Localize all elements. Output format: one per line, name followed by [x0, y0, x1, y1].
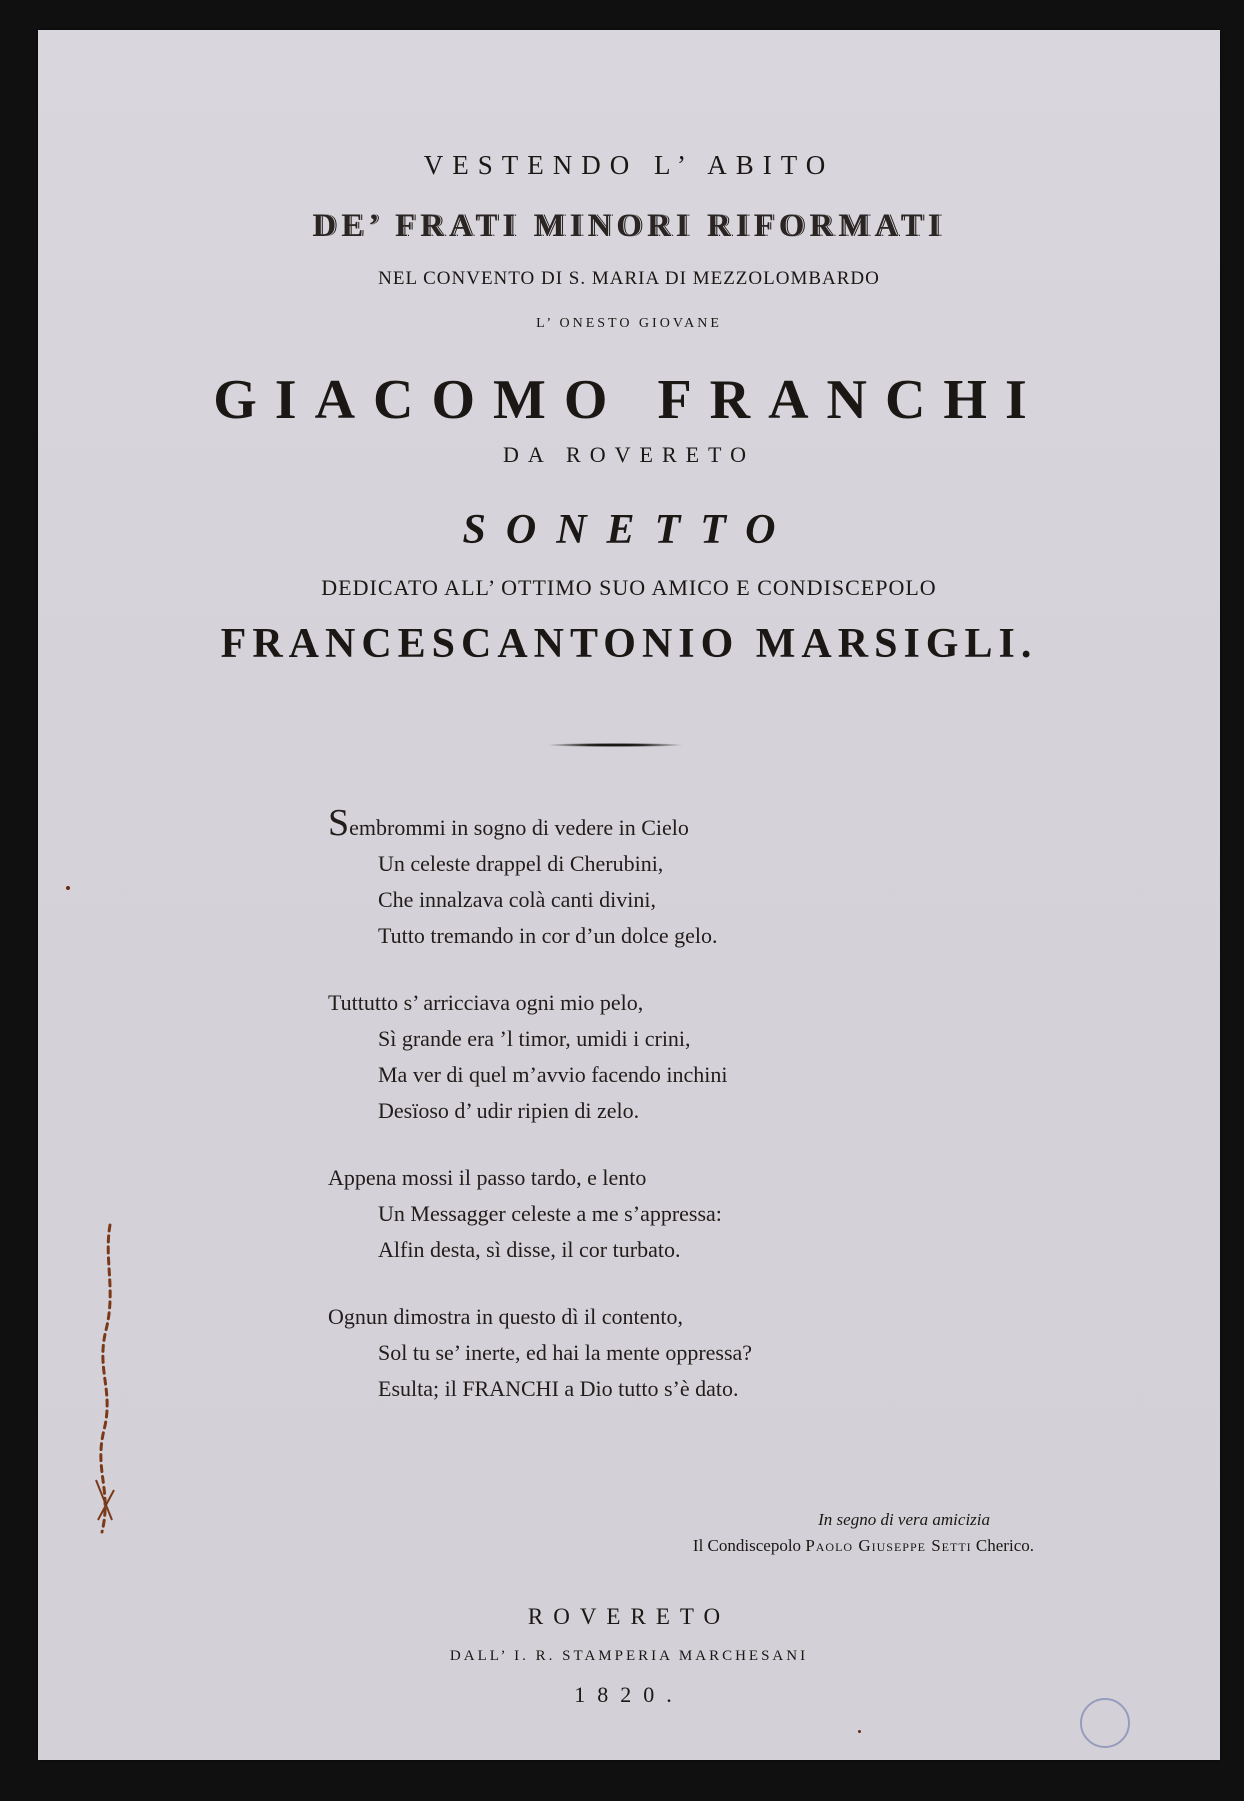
signature-author: Paolo Giuseppe Setti — [805, 1536, 972, 1555]
verse-line: Desïoso d’ udir ripien di zelo. — [378, 1098, 640, 1123]
honoree-origin: DA ROVERETO — [503, 442, 755, 467]
verse-line: Un Messagger celeste a me s’appressa: — [378, 1201, 722, 1226]
header-line-4: L’ ONESTO GIOVANE — [536, 316, 722, 331]
header-line-3: NEL CONVENTO DI S. MARIA DI MEZZOLOMBARDO — [378, 268, 880, 289]
header-line-2: DE’ FRATI MINORI RIFORMATI — [312, 208, 946, 244]
imprint-place: ROVERETO — [527, 1604, 731, 1629]
broadside-sheet — [38, 30, 1220, 1760]
verse-line: Tuttutto s’ arricciava ogni mio pelo, — [328, 990, 644, 1015]
dedication-line: DEDICATO ALL’ OTTIMO SUO AMICO E CONDISCEPOLO — [321, 575, 937, 600]
stanza-1 — [328, 802, 752, 954]
verse-text: embrommi in sogno di vedere in Cielo — [349, 815, 689, 840]
verse-line: Sol tu se’ inerte, ed hai la mente oppressa? — [378, 1340, 753, 1365]
ink-spot — [858, 1730, 861, 1733]
library-stamp — [1080, 1698, 1130, 1748]
imprint-year: 1820. — [574, 1682, 684, 1707]
verse-line: Che innalzava colà canti divini, — [378, 887, 656, 912]
verse-line — [328, 802, 752, 846]
signature-line-1: In segno di vera amicizia — [818, 1510, 990, 1529]
verse-line: Ognun dimostra in questo dì il contento, — [328, 1304, 684, 1329]
genre-title: SONETTO — [462, 507, 796, 553]
handwritten-margin-note — [86, 1220, 126, 1540]
verse-line: Appena mossi il passo tardo, e lento — [328, 1165, 647, 1190]
verse-line: Sì grande era ’l timor, umidi i crini, — [378, 1026, 691, 1051]
signature-prefix: Il Condiscepolo — [692, 1536, 802, 1555]
stanza-2 — [328, 985, 752, 1129]
sonnet-body — [328, 802, 753, 1438]
ink-spot — [66, 886, 70, 890]
stanza-3 — [328, 1160, 752, 1268]
drop-cap: S — [328, 802, 350, 844]
verse-line: Alfin desta, sì disse, il cor turbato. — [378, 1237, 681, 1262]
header-line-1: VESTENDO L’ ABITO — [423, 150, 835, 180]
decorative-rule — [548, 743, 682, 747]
signature-suffix: Cherico. — [975, 1536, 1034, 1555]
dedicatee-name: FRANCESCANTONIO MARSIGLI. — [220, 621, 1038, 667]
stanza-4 — [328, 1299, 752, 1407]
verse-line: Ma ver di quel m’avvio facendo inchini — [378, 1062, 728, 1087]
verse-line: Un celeste drappel di Cherubini, — [378, 851, 664, 876]
verse-line: Esulta; il FRANCHI a Dio tutto s’è dato. — [378, 1376, 739, 1401]
verse-line: Tutto tremando in cor d’un dolce gelo. — [378, 923, 718, 948]
signature-line-2 — [693, 1536, 1034, 1556]
imprint-printer: DALL’ I. R. STAMPERIA MARCHESANI — [449, 1648, 809, 1664]
honoree-name: GIACOMO FRANCHI — [213, 369, 1045, 431]
